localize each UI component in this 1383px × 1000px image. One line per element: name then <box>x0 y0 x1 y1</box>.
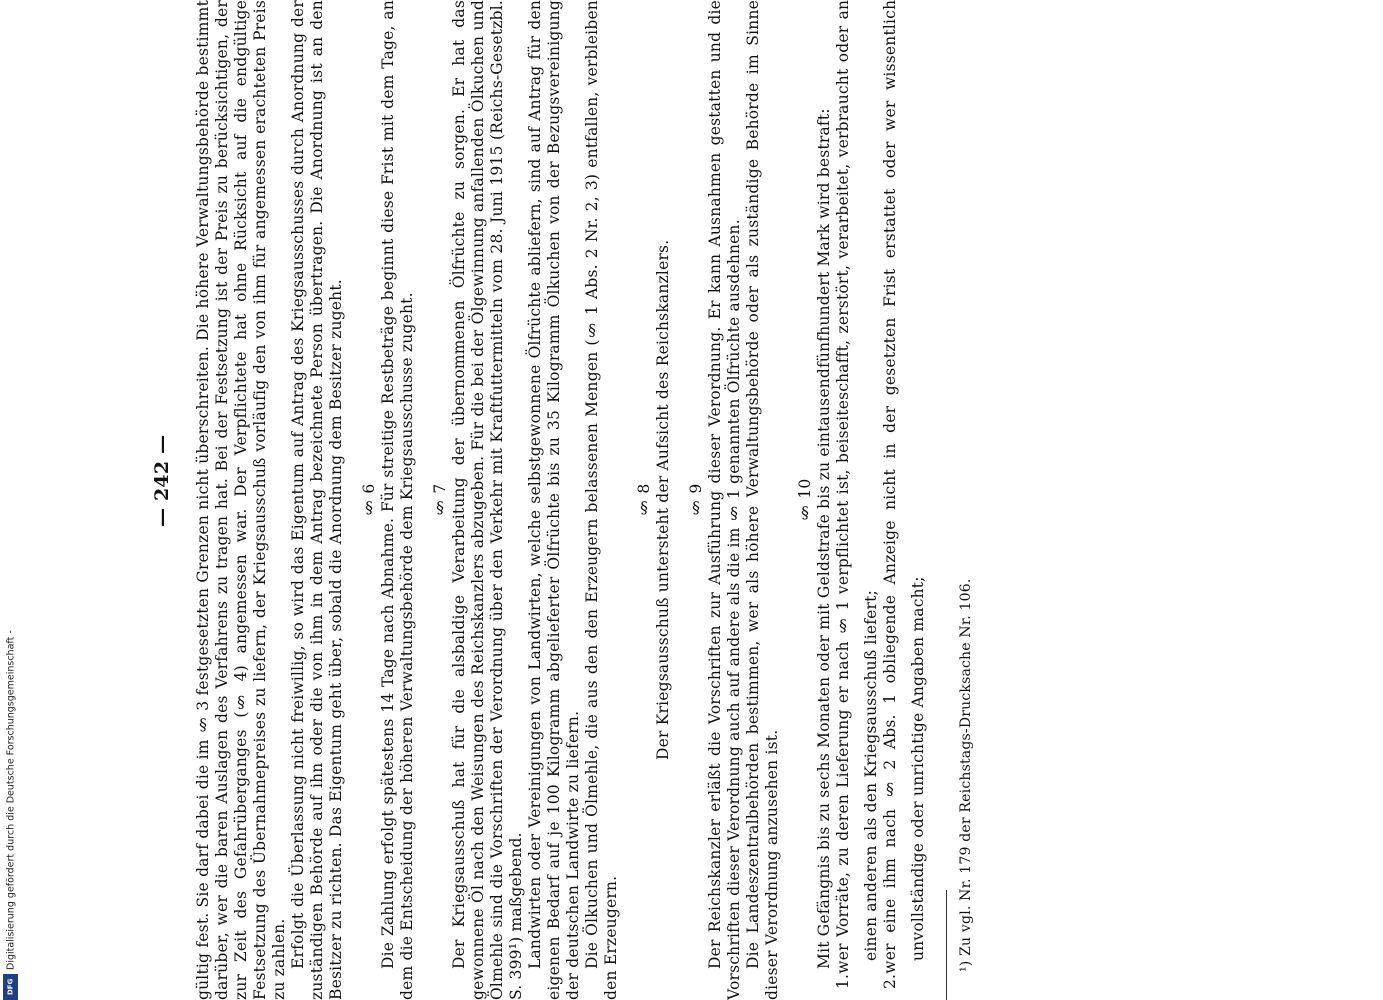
list-item <box>881 0 928 1000</box>
paragraph: gültig fest. Sie darf dabei die im § 3 festgesetzten Grenzen nicht überschreiten. Die höhere Verwaltungsbehörde bestimmt darüber, wer die baren Auslagen des Verfahrens zu tragen hat. Bei der Festsetzung ist der Preis zu berücksichtigen, der zur Zeit des Gefahrüberganges (§ 4) angemessen war. Der Verpflichtete hat ohne Rücksicht auf die endgültige Festsetzung des Übernahmepreises zu liefern, der Kriegsausschuß vorläufig den von ihm für angemessen erachteten Preis zu zahlen. <box>194 0 288 1000</box>
section-heading: § 6 <box>360 483 378 517</box>
list-item-number: 2. <box>880 973 899 990</box>
section-heading: § 9 <box>687 483 705 517</box>
paragraph: Die Landeszentralbehörden bestimmen, wer als höhere Verwaltungsbehörde oder als zuständige Behörde im Sinne dieser Verordnung anzusehen ist. <box>744 0 781 1000</box>
section-heading: § 10 <box>796 478 814 522</box>
list-item-number: 1. <box>834 973 852 990</box>
footnote: ¹) Zu vgl. Nr. 179 der Reichstags-Drucksache Nr. 106. <box>957 578 974 972</box>
section-heading: § 8 <box>635 483 653 517</box>
digitization-credit <box>0 605 22 1000</box>
paragraph: Mit Gefängnis bis zu sechs Monaten oder mit Geldstrafe bis zu eintausendfünfhundert Mark wird bestraft: <box>815 108 833 969</box>
section-text: Der Kriegsausschuß untersteht der Aufsicht des Reichskanzlers. <box>654 239 672 761</box>
paragraph: Der Kriegsausschuß hat für die alsbaldige Verarbeitung der übernommenen Ölfrüchte zu sorgen. Er hat das gewonnene Öl nach den Weisungen des Reichskanzlers abzugeben. Für die bei der Ölgewinnung anfallenden Ölkuchen und Ölmehle sind die Vorschriften der Verordnung über den Verkehr mit Kraftfuttermitteln vom 28. Juni 1915 (Reichs-Gesetzbl. S. 399¹) maßgebend. <box>450 0 525 1000</box>
paragraph: Die Zahlung erfolgt spätestens 14 Tage nach Abnahme. Für streitige Restbeträge beginnt diese Frist mit dem Tage, an dem die Entscheidung der höheren Verwaltungsbehörde dem Kriegsausschusse zugeht. <box>379 0 416 1000</box>
dfg-logo-icon: DFG <box>4 974 19 1000</box>
page-number-wrap <box>153 0 172 1000</box>
credit-text: Digitalisierung gefördert durch die Deutsche Forschungsgemeinschaft - <box>5 630 17 970</box>
paragraph: Die Ölkuchen und Ölmehle, die aus den den Erzeugern belassenen Mengen (§ 1 Abs. 2 Nr. 2, 3) entfallen, verbleiben den Erzeugern. <box>583 0 620 1000</box>
section-heading: § 7 <box>431 483 449 517</box>
paragraph: Der Reichskanzler erläßt die Vorschriften zur Ausführung dieser Verordnung. Er kann Ausnahmen gestatten und die Vorschriften dieser Verordnung auch auf andere als die im § 1 genannten Ölfrüchte ausdehnen. <box>706 0 743 1000</box>
document-body <box>153 0 1233 1000</box>
paragraph: Erfolgt die Überlassung nicht freiwillig, so wird das Eigentum auf Antrag des Kriegsausschusses durch Anordnung der zuständigen Behörde auf ihn oder die von ihm in dem Antrag bezeichnete Person übertragen. Die Anordnung ist an den Besitzer zu richten. Das Eigentum geht über, sobald die Anordnung dem Besitzer zugeht. <box>289 0 345 1000</box>
paragraph: Landwirten oder Vereinigungen von Landwirten, welche selbstgewonnene Ölfrüchte abliefern, sind auf Antrag für den eigenen Bedarf auf je 100 Kilogramm abgelieferter Ölfrüchte bis zu 35 Kilogramm Ölkuchen von der Bezugsvereinigung der deutschen Landwirte zu liefern. <box>526 0 582 1000</box>
list-item <box>834 0 881 1000</box>
list-item-text: wer eine ihm nach § 2 Abs. 1 obliegende Anzeige nicht in der gesetzten Frist erstattet oder wer wissentlich unvollständige oder unrichtige Angaben macht; <box>880 0 927 974</box>
footnote-divider <box>946 890 947 1000</box>
list-item-text: wer Vorräte, zu deren Lieferung er nach § 1 verpflichtet ist, beiseiteschafft, zerstört, verarbeitet, verbraucht oder an einen anderen als den Kriegsausschuß liefert; <box>834 0 880 974</box>
page-number: — 242 — <box>151 434 173 528</box>
